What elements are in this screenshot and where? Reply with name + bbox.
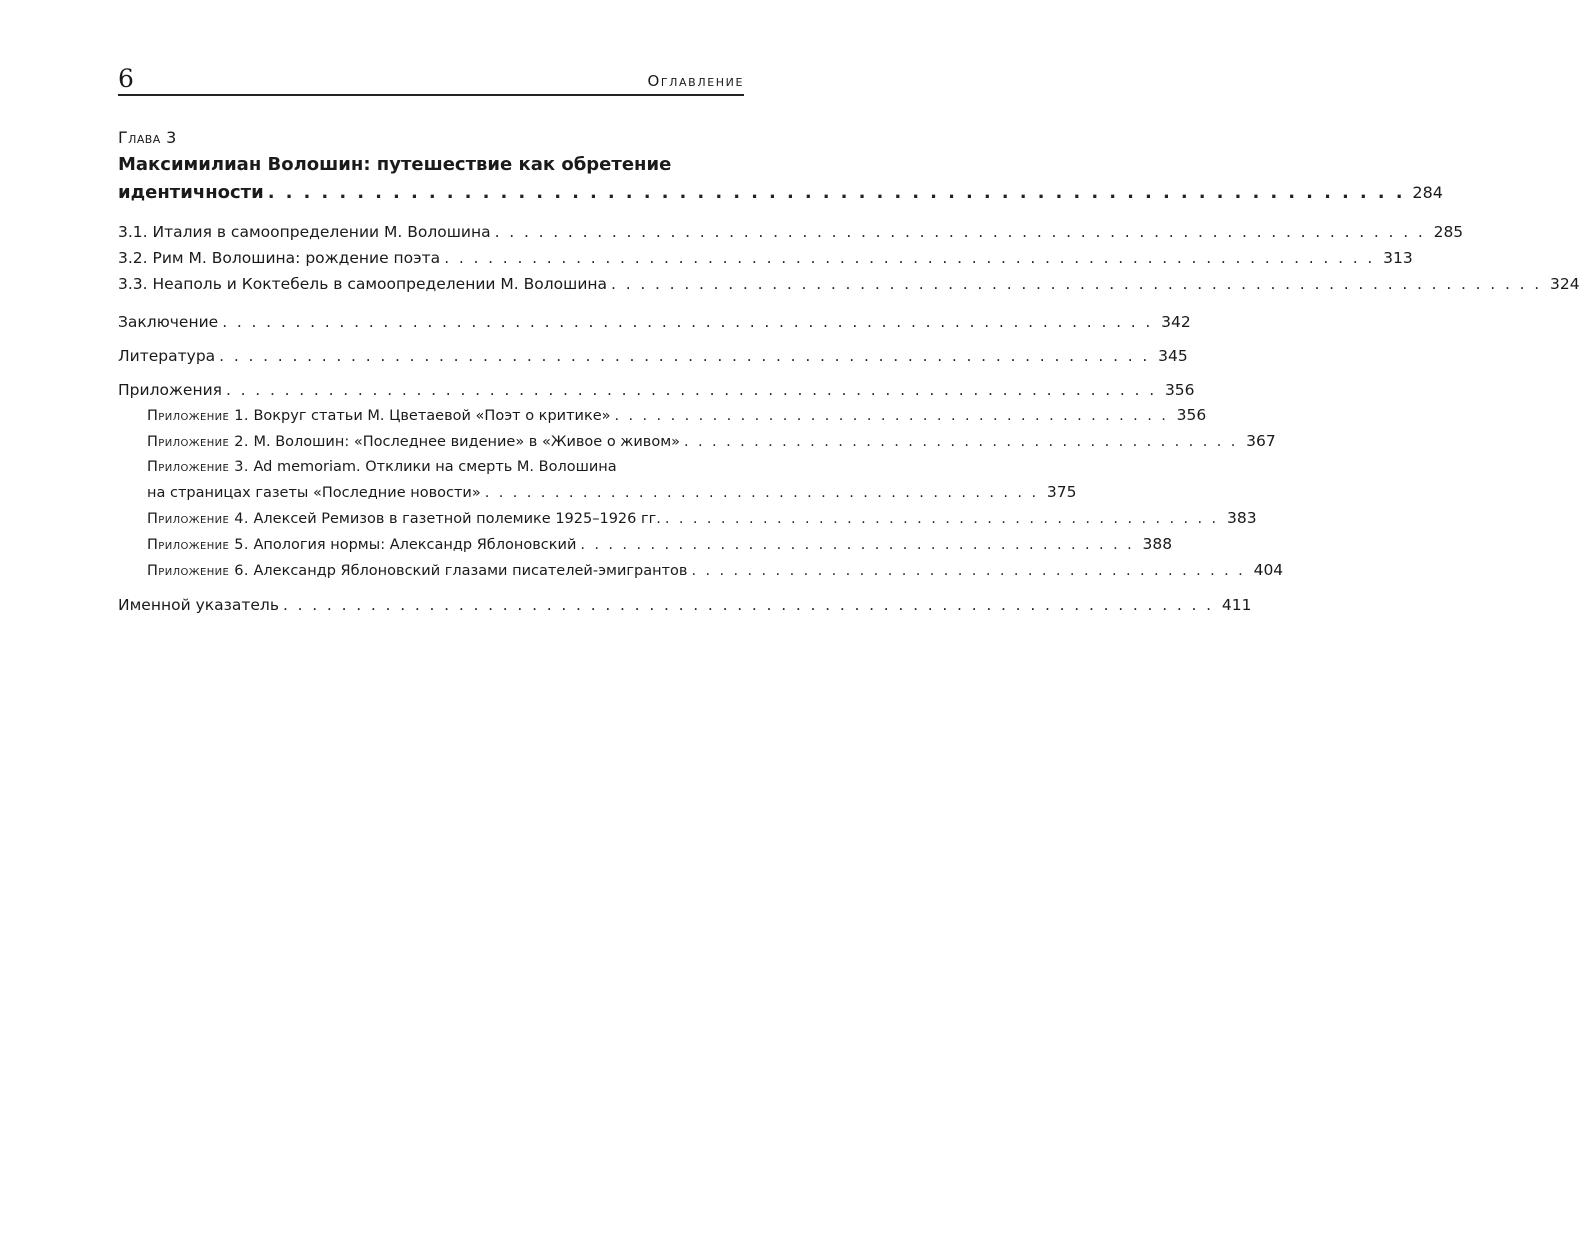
toc-entry-appendix[interactable] (118, 429, 1276, 455)
page-ref: 342 (1161, 313, 1191, 331)
toc-entry-appendix[interactable] (118, 403, 1207, 429)
appendix-title: Алексей Ремизов в газетной полемике 1925–1926 гг. (253, 511, 661, 527)
page-ref: 313 (1383, 249, 1413, 267)
page-ref: 375 (1046, 483, 1077, 501)
entry-title: Заключение (118, 313, 219, 331)
dot-leader: . . . . . . . . . . . . . . . . . . . . . . . . . . . . . . . . . . . . . . . . (614, 408, 1169, 424)
appendix-title: Вокруг статьи М. Цветаевой «Поэт о критике» (253, 408, 611, 424)
appendix-label: Приложение 6. (147, 563, 249, 579)
page-ref: 356 (1164, 381, 1195, 399)
section-title: 3.2. Рим М. Волошина: рождение поэта (118, 249, 441, 267)
page-ref: 285 (1433, 223, 1464, 241)
page-ref: 411 (1221, 596, 1252, 614)
entry-title: Литература (118, 347, 216, 365)
page-ref: 356 (1176, 406, 1207, 424)
appendix-title: Ad memoriam. Отклики на смерть М. Волошина (253, 459, 617, 475)
dot-leader: . . . . . . . . . . . . . . . . . . . . . . . . . . . . . . . . . . . . . . . . . . . . . . . . . . . . . . . . . . . . . . . . (611, 275, 1542, 293)
dot-leader: . . . . . . . . . . . . . . . . . . . . . . . . . . . . . . . . . . . . . . . . . . . . . . . . . . . . . . . . . . . . . . . . (219, 347, 1150, 365)
toc-entry-appendix[interactable] (118, 532, 1173, 558)
section-title: 3.1. Италия в самоопределении М. Волошина (118, 223, 491, 241)
appendix-title-line1[interactable] (118, 455, 734, 480)
dot-leader: . . . . . . . . . . . . . . . . . . . . . . . . . . . . . . . . . . . . . . . . . . . . . . . . . . . . . . . . . . . . . . . . (226, 381, 1157, 399)
appendix-title: Александр Яблоновский глазами писателей-эмигрантов (253, 563, 688, 579)
toc-entry-appendices[interactable] (118, 377, 1195, 403)
toc-entry-appendix[interactable] (118, 480, 1077, 506)
chapter-label: Глава 3 (118, 128, 177, 147)
appendix-title-line2: на страницах газеты «Последние новости» (147, 485, 481, 501)
page-ref: 383 (1226, 509, 1257, 527)
chapter-title: Максимилиан Волошин: путешествие как обретение (118, 154, 672, 175)
toc-entry-section[interactable] (118, 219, 1464, 245)
section-title: 3.3. Неаполь и Коктебель в самоопределении М. Волошина (118, 275, 608, 293)
toc-entry-section[interactable] (118, 245, 1413, 271)
table-of-contents (118, 128, 1580, 618)
dot-leader: . . . . . . . . . . . . . . . . . . . . . . . . . . . . . . . . . . . . . . . . (484, 485, 1039, 501)
page-ref: 284 (1412, 183, 1443, 202)
toc-entry-index[interactable] (118, 592, 1252, 618)
entry-title: Именной указатель (118, 596, 279, 614)
dot-leader: . . . . . . . . . . . . . . . . . . . . . . . . . . . . . . . . . . . . . . . . . . . . . . . . . . . . . . . . . . . . . . . . (444, 249, 1375, 267)
chapter-title-line2: идентичности (118, 182, 264, 203)
appendix-label: Приложение 3. (147, 459, 249, 475)
dot-leader: . . . . . . . . . . . . . . . . . . . . . . . . . . . . . . . . . . . . . . . . . . . . . . . . . . . . . . . . . . . . . . . . (282, 596, 1214, 614)
page-header (118, 64, 744, 96)
page-ref: 367 (1246, 432, 1276, 450)
toc-entry-appendix[interactable] (118, 506, 1257, 532)
page-ref: 404 (1253, 561, 1284, 579)
dot-leader: . . . . . . . . . . . . . . . . . . . . . . . . . . . . . . . . . . . . . . . . (691, 563, 1246, 579)
page-ref: 324 (1549, 275, 1580, 293)
toc-entry-chapter[interactable] (118, 179, 1443, 207)
toc-entry-literature[interactable] (118, 343, 1188, 369)
dot-leader: . . . . . . . . . . . . . . . . . . . . . . . . . . . . . . . . . . . . . . . . . . . . . . . . . . . . . . . . . . . . . . . . (494, 223, 1426, 241)
appendix-label: Приложение 2. (147, 434, 249, 450)
dot-leader: . . . . . . . . . . . . . . . . . . . . . . . . . . . . . . . . . . . . . . . . (684, 434, 1238, 450)
dot-leader: . . . . . . . . . . . . . . . . . . . . . . . . . . . . . . . . . . . . . . . . (580, 537, 1135, 553)
toc-entry-appendix[interactable] (118, 558, 1284, 584)
appendix-label: Приложение 1. (147, 408, 249, 424)
toc-entry-conclusion[interactable] (118, 309, 1191, 335)
page-ref: 388 (1142, 535, 1173, 553)
entry-title: Приложения (118, 381, 222, 399)
toc-entry-section[interactable] (118, 271, 1580, 297)
appendix-title: М. Волошин: «Последнее видение» в «Живое о живом» (253, 434, 681, 450)
dot-leader: . . . . . . . . . . . . . . . . . . . . . . . . . . . . . . . . . . . . . . . . (664, 511, 1219, 527)
appendix-label: Приложение 5. (147, 537, 249, 553)
appendix-title: Апология нормы: Александр Яблоновский (253, 537, 577, 553)
dot-leader: . . . . . . . . . . . . . . . . . . . . . . . . . . . . . . . . . . . . . . . . . . . . . . . . . . . . . . . . . . . . . . . . (222, 313, 1153, 331)
page-number: 6 (118, 64, 134, 93)
running-title: Оглавление (647, 72, 744, 90)
appendix-label: Приложение 4. (147, 511, 249, 527)
page-ref: 345 (1158, 347, 1188, 365)
dot-leader: . . . . . . . . . . . . . . . . . . . . . . . . . . . . . . . . . . . . . . . . . . . . . . . . . . . . . . . . . . . . . . . . (267, 182, 1405, 203)
